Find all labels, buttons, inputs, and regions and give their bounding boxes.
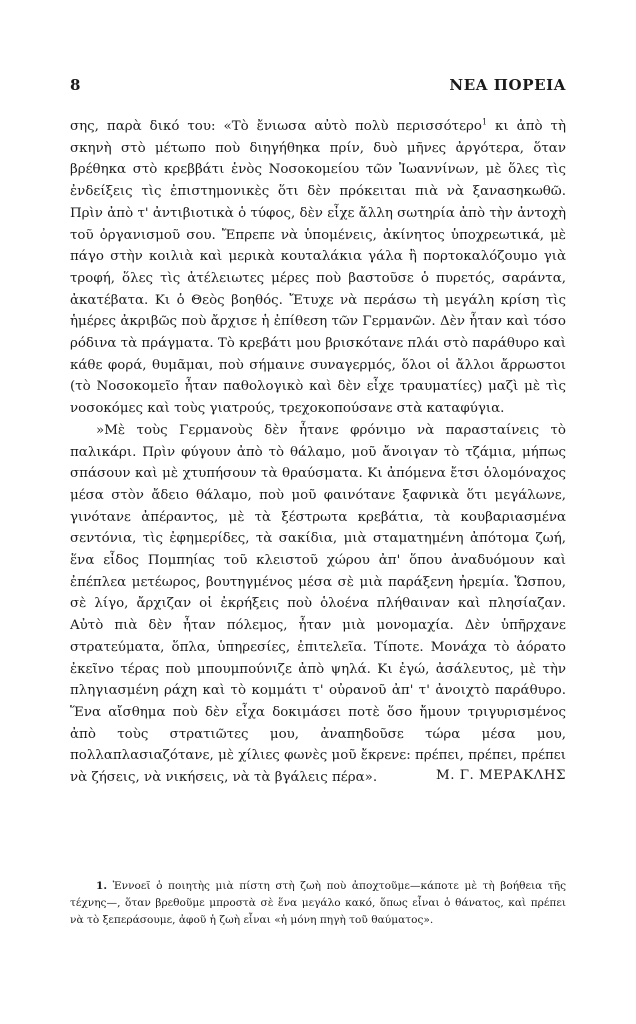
- footnote-reference: 1: [481, 117, 488, 127]
- author-signature: Μ. Γ. ΜΕΡΑΚΛΗΣ: [435, 768, 566, 783]
- paragraph-2: »Μὲ τοὺς Γερμανοὺς δὲν ἦτανε φρόνιμο νὰ παρασταίνεις τὸ παλικάρι. Πρὶν φύγουν ἀπὸ τὸ θάλαμο, μοῦ ἄνοιγαν τὸ τζάμια, μήπως σπάσουν καὶ μὲ χτυπήσουν τὰ θραύσματα. Κι ἀπόμενα ἔτσι ὁλομόναχος μέσα στὸν ἄδειο θάλαμο, ποὺ μοῦ φαινότανε ξαφνικὰ ὅτι μεγάλωνε, γινότανε ἀπέραντος, μὲ τὰ ξέστρωτα κρεβάτια, τὰ κουβαριασμένα σεντόνια, τὶς ἐφημερίδες, τὰ σακίδια, μιὰ σταματημένη ἀπότομα ζωή, ἕνα εἶδος Πομπηίας τοῦ κλειστοῦ χώρου ἀπ' ὅπου ἀναδυόμουν καὶ ἐπέπλεα μετέωρος, βουτηγμένος μέσα σὲ μιὰ παράξενη ἠρεμία. Ὥσπου, σὲ λίγο, ἄρχιζαν οἱ ἐκρήξεις ποὺ ὁλοένα πλήθαιναν καὶ πλησίαζαν. Αὐτὸ πιὰ δὲν ἦταν πόλεμος, ἦταν μιὰ μονομαχία. Δὲν ὑπῆρχανε στρατεύματα, ὅπλα, ὑπηρεσίες, ἐπιτελεῖα. Τίποτε. Μονάχα τὸ ἀόρατο ἐκεῖνο τέρας ποὺ μπουμπούνιζε ἀπὸ ψηλά. Κι ἐγώ, ἀσάλευτος, μὲ τὴν πληγιασμένη ράχη καὶ τὸ κομμάτι τ' οὐρανοῦ ἀπ' τ' ἀνοιχτὸ παράθυρο. Ἕνα αἴσθημα ποὺ δὲν εἶχα δοκιμάσει ποτὲ ὅσο ἤμουν τριγυρισμένος ἀπὸ τοὺς στρατιῶτες μου, ἀναπηδοῦσε τώρα μέσα μου, πολλαπλασιαζότανε, μὲ χίλιες φωνὲς μοῦ ἔκρενε: πρέπει, πρέπει, πρέπει νὰ ζήσεις, νὰ νικήσεις, νὰ τὰ βγάλεις πέρα».: [70, 422, 566, 786]
- running-title: ΝΕΑ ΠΟΡΕΙΑ: [449, 76, 566, 94]
- paragraph-1: [70, 116, 566, 420]
- body-text: [70, 116, 566, 789]
- footnote-paragraph: [70, 878, 566, 929]
- page-header: [70, 76, 566, 100]
- paragraph-1-start: σης, παρὰ δικό του: «Τὸ ἔνιωσα αὐτὸ πολὺ περισσότερο: [70, 119, 482, 134]
- footnote-number: 1.: [96, 880, 108, 892]
- paragraph-1-rest: κι ἀπὸ τὴ σκηνὴ στὸ μέτωπο ποὺ διηγήθηκα πρίν, δυὸ μῆνες ἀργότερα, ὅταν βρέθηκα στὸ κρεββάτι ἑνὸς Νοσοκομείου τῶν Ἰωαννίνων, μὲ ὅλες τὶς ἐνδείξεις τὶς ἐπιστημονικὲς ὅτι δὲν πρόκειται πιὰ νὰ ξανασηκωθῶ. Πρὶν ἀπὸ τ' ἀντιβιοτικὰ ὁ τύφος, δὲν εἶχε ἄλλη σωτηρία ἀπὸ τὴν ἀντοχὴ τοῦ ὀργανισμοῦ σου. Ἔπρεπε νὰ ὑπομένεις, ἀκίνητος ὑποχρεωτικά, μὲ πάγο στὴν κοιλιὰ καὶ μερικὰ κουταλάκια γάλα ἢ πορτοκαλόζουμο γιὰ τροφή, ὅλες τὶς ἀτέλειωτες μέρες ποὺ βαστοῦσε ὁ πυρετός, σαράντα, ἀκατέβατα. Κι ὁ Θεὸς βοηθός. Ἔτυχε νὰ περάσω τὴ μεγάλη κρίση τὶς ἡμέρες ἀκριβῶς ποὺ ἄρχισε ἡ ἐπίθεση τῶν Γερμανῶν. Δὲν ἦταν καὶ τόσο ρόδινα τὰ πράγματα. Τὸ κρεβάτι μου βρισκότανε πλάι στὸ παράθυρο καὶ κάθε φορά, θυμᾶμαι, ποὺ σήμαινε συναγερμός, ὅλοι οἱ ἄλλοι ἄρρωστοι (τὸ Νοσοκομεῖο ἦταν παθολογικὸ καὶ δὲν εἶχε τραυματίες) μαζὶ μὲ τὶς νοσοκόμες καὶ τοὺς γιατρούς, τρεχοκοπούσανε στὰ καταφύγια.: [70, 119, 566, 417]
- page-number: 8: [70, 76, 81, 94]
- footnote-text: Ἐννοεῖ ὁ ποιητὴς μιὰ πίστη στὴ ζωὴ ποὺ ἀποχτοῦμε—κάποτε μὲ τὴ βοήθεια τῆς τέχνης—, ὅταν βρεθοῦμε μπροστὰ σὲ ἕνα μεγάλο κακό, ὅπως εἶναι ὁ θάνατος, καὶ πρέπει νὰ τὸ ξεπεράσουμε, ἀφοῦ ἡ ζωὴ εἶναι «ἡ μόνη πηγὴ τοῦ θαύματος».: [70, 880, 566, 926]
- footnote: [70, 878, 566, 929]
